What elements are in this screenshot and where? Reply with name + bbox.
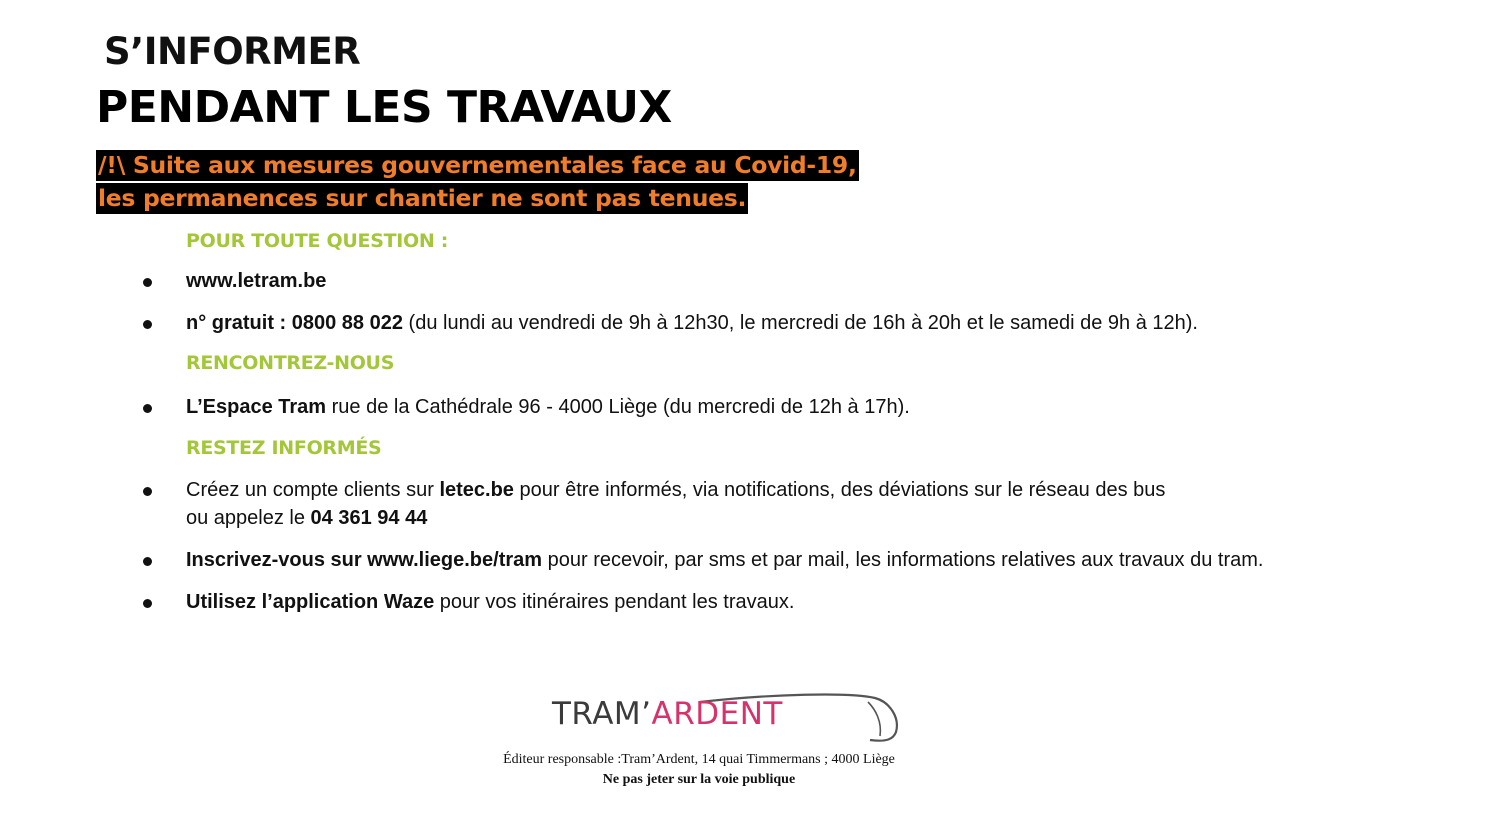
logo-text-ardent: ARDENT [651, 696, 783, 732]
phone-number[interactable]: n° gratuit : 0800 88 022 [186, 312, 403, 334]
section-heading-question: POUR TOUTE QUESTION : [186, 230, 449, 252]
section-heading-informed: RESTEZ INFORMÉS [186, 437, 382, 459]
litter-notice: Ne pas jeter sur la voie publique [602, 772, 796, 787]
waze-label: Utilisez l’application Waze [186, 591, 435, 613]
alert-line-2: les permanences sur chantier ne sont pas tenues. [98, 184, 747, 212]
account-text-pre: Créez un compte clients sur [186, 479, 440, 501]
register-link[interactable]: Inscrivez-vous sur www.liege.be/tram [186, 549, 543, 571]
register-detail: pour recevoir, par sms et par mail, les informations relatives aux travaux du tram. [542, 549, 1264, 571]
bullet-icon [143, 320, 152, 329]
account-phone-number[interactable]: 04 361 94 44 [310, 507, 428, 529]
publisher-notice: Éditeur responsable :Tram’Ardent, 14 quai Timmermans ; 4000 Liège [503, 752, 895, 767]
page-title-line1: S’INFORMER [104, 30, 361, 73]
page-title-line2: PENDANT LES TRAVAUX [96, 82, 672, 133]
espace-tram-label: L’Espace Tram [186, 396, 327, 418]
alert-line-1: /!\ Suite aux mesures gouvernementales face au Covid-19, [98, 151, 857, 179]
account-text-post: pour être informés, via notifications, des déviations sur le réseau des bus [513, 479, 1166, 501]
bullet-icon [143, 278, 152, 287]
list-item-register [186, 546, 1263, 574]
bullet-icon [143, 599, 152, 608]
covid-alert [96, 150, 859, 214]
list-item-website [186, 267, 326, 295]
list-item-waze [186, 588, 794, 616]
section-heading-meet: RENCONTREZ-NOUS [186, 352, 395, 374]
bullet-icon [143, 404, 152, 413]
phone-hours: (du lundi au vendredi de 9h à 12h30, le mercredi de 16h à 20h et le samedi de 9h à 12h). [402, 312, 1198, 334]
list-item-phone [186, 309, 1198, 337]
bullet-icon [143, 487, 152, 496]
tramardent-logo [550, 692, 902, 744]
list-item-account [186, 476, 1165, 532]
bullet-icon [143, 557, 152, 566]
letec-link[interactable]: letec.be [439, 479, 514, 501]
espace-tram-detail: rue de la Cathédrale 96 - 4000 Liège (du mercredi de 12h à 17h). [326, 396, 910, 418]
logo-text-tram: TRAM’ [552, 696, 652, 732]
account-call-text: ou appelez le [186, 507, 311, 529]
waze-detail: pour vos itinéraires pendant les travaux. [434, 591, 795, 613]
website-link[interactable]: www.letram.be [186, 270, 327, 292]
list-item-espace-tram [186, 393, 910, 421]
logo-wordmark [552, 696, 783, 732]
